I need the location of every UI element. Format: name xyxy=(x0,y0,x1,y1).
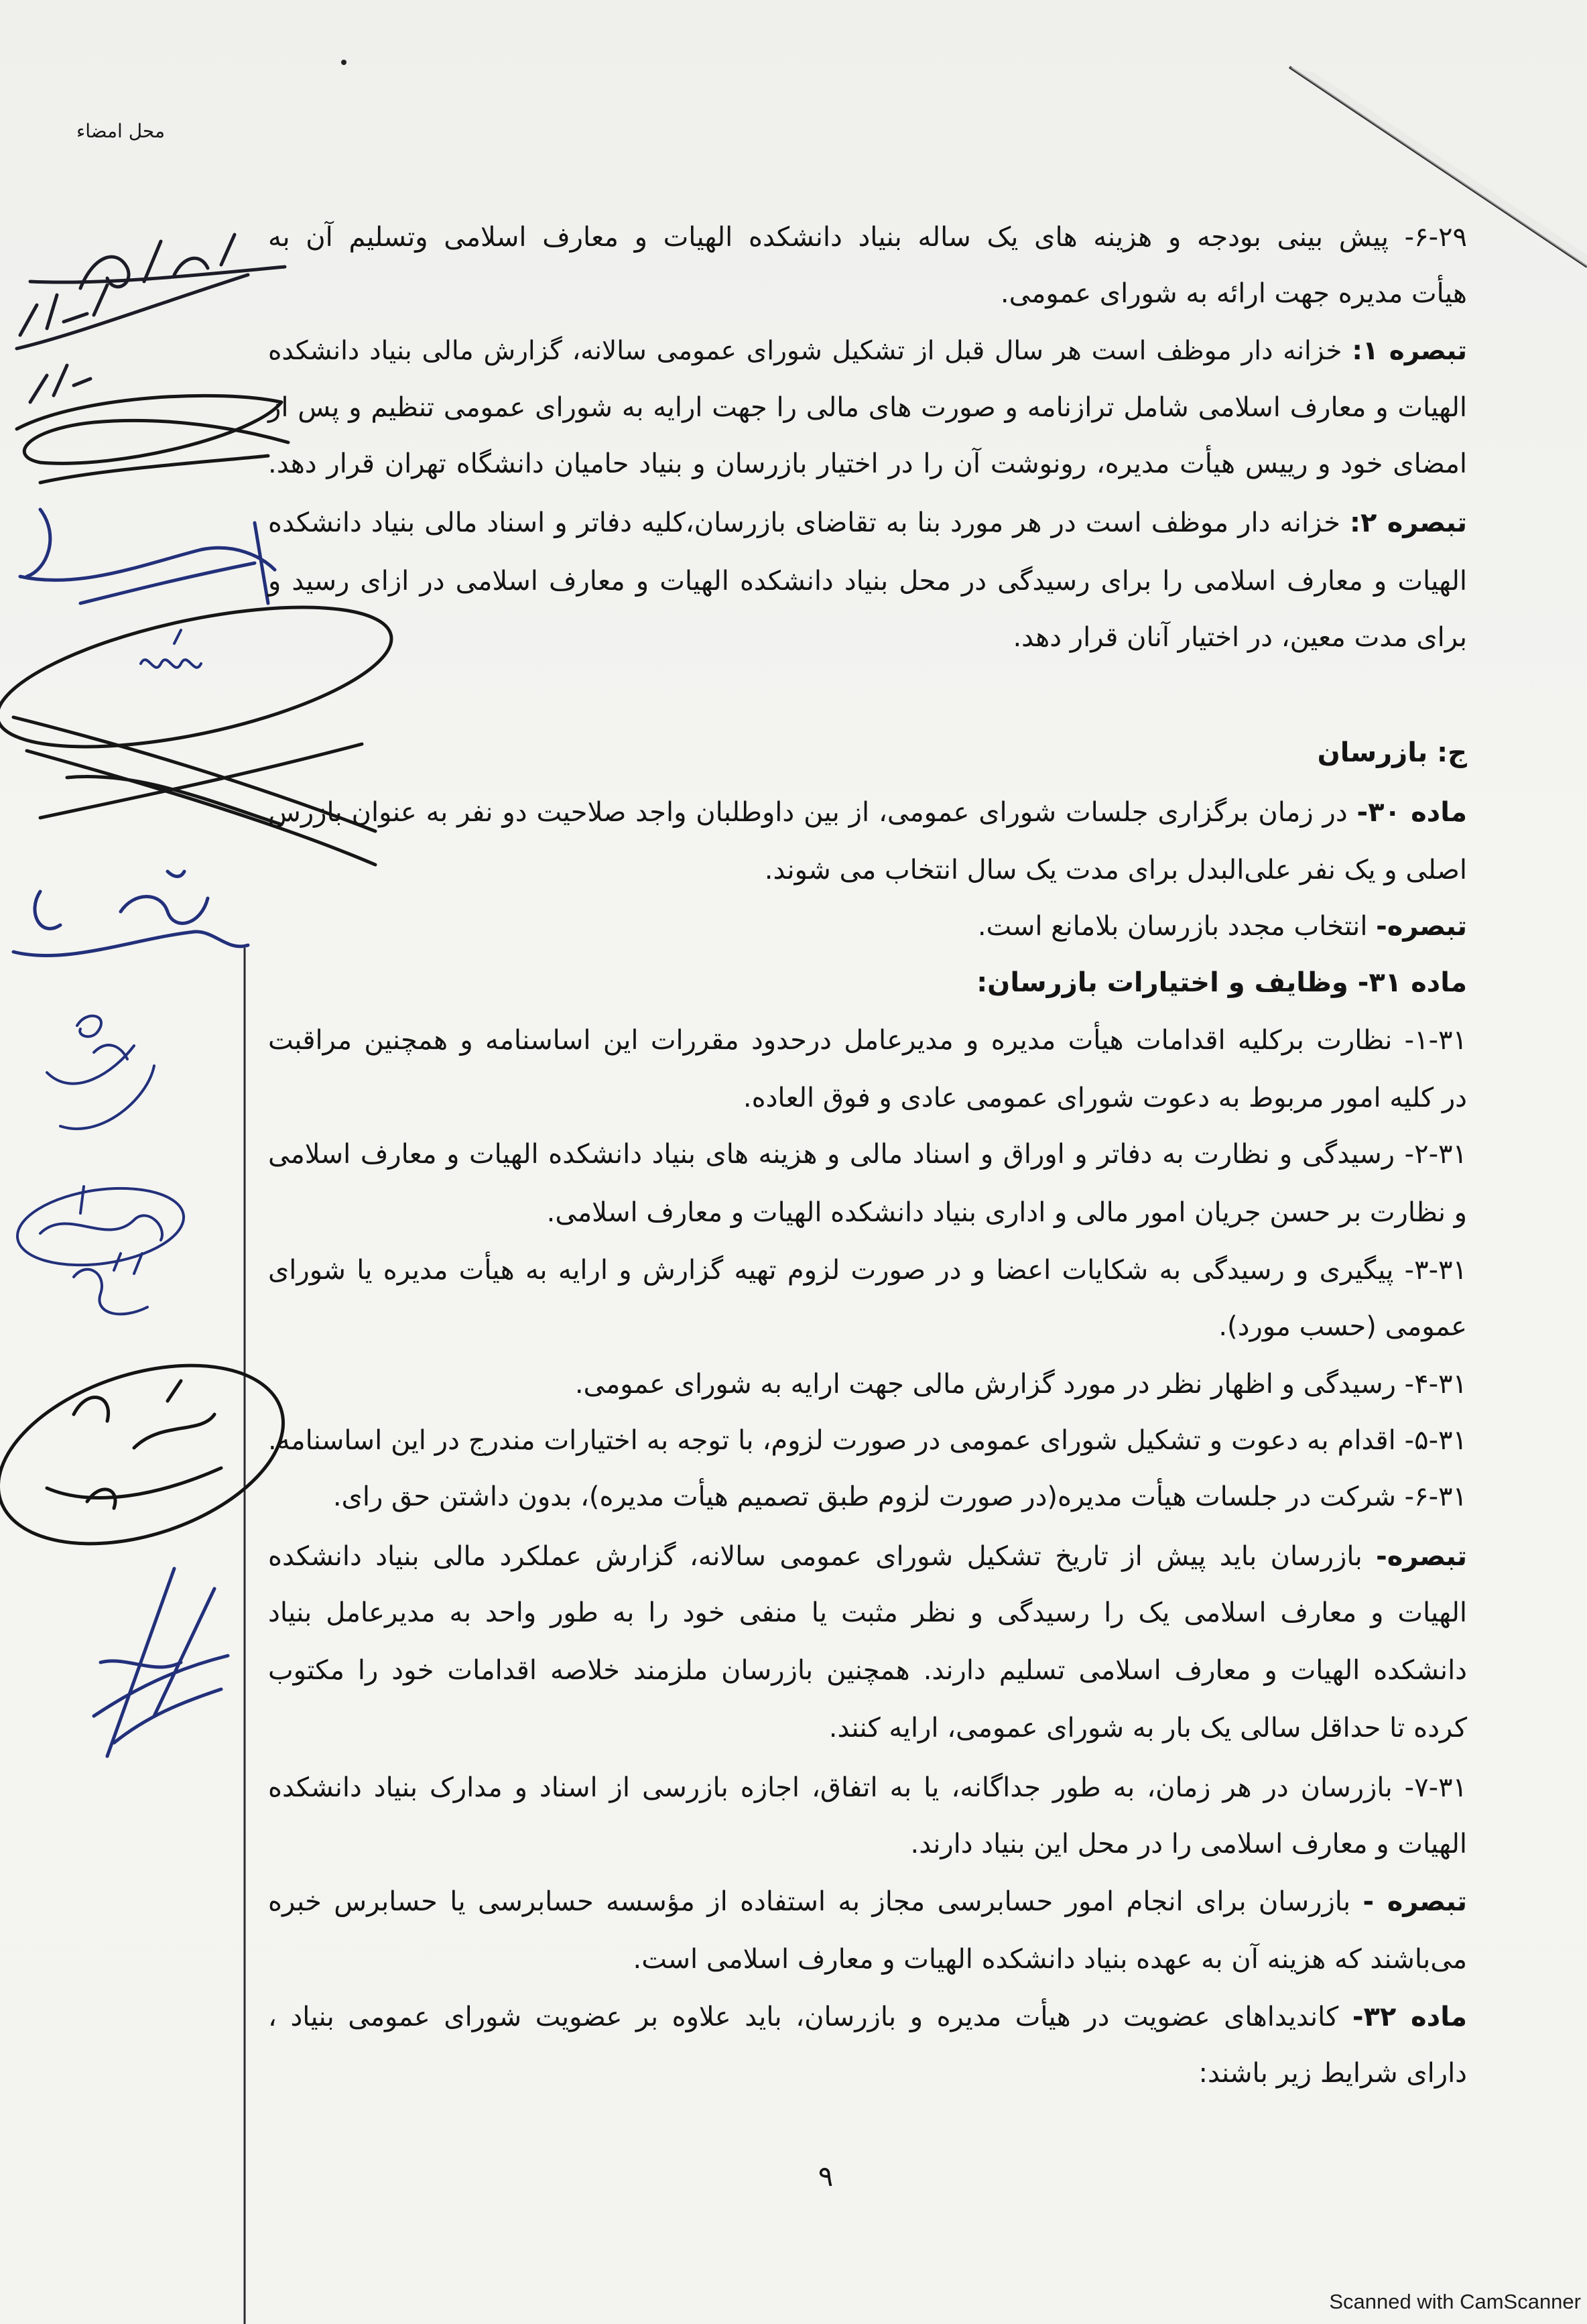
text-line xyxy=(268,1300,1467,1353)
line-text: برای مدت معین، در اختیار آنان قرار دهد. xyxy=(1013,622,1467,653)
line-text: ۶-۲۹- پیش بینی بودجه و هزینه های یک ساله بنیاد دانشکده الهیات و معارف اسلامی وتسلیم آن به xyxy=(268,222,1467,253)
line-text: دارای شرایط زیر باشند: xyxy=(1198,2058,1467,2089)
line-text: ۷-۳۱- بازرسان در هر زمان، به طور جداگانه، یا به اتفاق، اجازه بازرسی از اسناد و مدارک بنیاد دانشکده xyxy=(268,1772,1467,1803)
bold-label: تبصره- xyxy=(1376,1541,1467,1572)
bold-label: ج: بازرسان xyxy=(1317,737,1467,768)
line-text: الهیات و معارف اسلامی را برای رسیدگی در محل بنیاد دانشکده الهیات و معارف اسلامی در ازای رسید و xyxy=(268,566,1467,597)
text-line xyxy=(268,1127,1467,1181)
line-text: عمومی (حسب مورد). xyxy=(1218,1311,1467,1342)
text-line xyxy=(268,1933,1467,1986)
text-line xyxy=(268,381,1467,434)
text-line xyxy=(268,843,1467,897)
text-line xyxy=(268,1414,1467,1467)
scanner-watermark: Scanned with CamScanner xyxy=(1329,2290,1581,2313)
line-text: و نظارت بر حسن جریان امور مالی و اداری بنیاد دانشکده الهیات و معارف اسلامی. xyxy=(546,1197,1467,1228)
text-line xyxy=(268,1243,1467,1297)
line-text: خزانه دار موظف است در هر مورد بنا به تقاضای بازرسان،کلیه دفاتر و اسناد مالی بنیاد دانشکده xyxy=(268,507,1350,538)
line-text: بازرسان باید پیش از تاریخ تشکیل شورای عمومی سالانه، گزارش عملکرد مالی بنیاد دانشکده xyxy=(268,1541,1377,1572)
page-number: ۹ xyxy=(818,2160,834,2193)
bold-label: ماده ۳۱- وظایف و اختیارات بازرسان: xyxy=(976,967,1467,998)
text-line xyxy=(268,437,1467,491)
text-line xyxy=(268,1701,1467,1755)
text-line xyxy=(268,1990,1467,2044)
bold-label: تبصره ۱: xyxy=(1352,336,1468,366)
bold-label: تبصره - xyxy=(1362,1886,1468,1917)
text-line xyxy=(268,496,1467,550)
line-text: کاندیداهای عضویت در هیأت مدیره و بازرسان، باید علاوه بر عضویت شورای عمومی بنیاد ، xyxy=(268,2002,1352,2032)
line-text: در زمان برگزاری جلسات شورای عمومی، از بین داوطلبان واجد صلاحیت دو نفر به عنوان بازرس xyxy=(268,797,1357,828)
text-line xyxy=(268,1530,1467,1583)
bold-label: ماده ۳۰- xyxy=(1356,797,1467,828)
text-line xyxy=(268,2046,1467,2100)
text-line xyxy=(268,324,1467,378)
bold-label: تبصره- xyxy=(1376,911,1467,942)
text-line xyxy=(268,900,1467,953)
line-text: ۱-۳۱- نظارت برکلیه اقدامات هیأت مدیره و مدیرعامل درحدود مقررات این اساسنامه و همچنین مراقبت xyxy=(268,1025,1467,1056)
line-text: انتخاب مجدد بازرسان بلامانع است. xyxy=(977,911,1377,942)
text-line xyxy=(268,786,1467,839)
text-line xyxy=(268,1470,1467,1524)
text-line xyxy=(268,1644,1467,1697)
line-text: ۶-۳۱- شرکت در جلسات هیأت مدیره(در صورت لزوم طبق تصمیم هیأت مدیره)، بدون داشتن حق رای. xyxy=(332,1481,1467,1512)
line-text: کرده تا حداقل سالی یک بار به شورای عمومی، ارایه کنند. xyxy=(828,1713,1467,1744)
line-text: ۴-۳۱- رسیدگی و اظهار نظر در مورد گزارش مالی جهت ارایه به شورای عمومی. xyxy=(574,1369,1467,1400)
line-text: ۲-۳۱- رسیدگی و نظارت به دفاتر و اوراق و اسناد مالی و هزینه های بنیاد دانشکده الهیات و معارف اسلامی xyxy=(268,1139,1467,1170)
text-line xyxy=(268,210,1467,264)
line-text: ۳-۳۱- پیگیری و رسیدگی به شکایات اعضا و در صورت لزوم تهیه گزارش و ارایه به هیأت مدیره یا شورای xyxy=(268,1255,1467,1286)
bold-label: تبصره ۲: xyxy=(1350,507,1467,538)
signature-place-label: محل امضاء xyxy=(76,120,165,142)
text-line xyxy=(268,1071,1467,1125)
line-text: امضای خود و رییس هیأت مدیره، رونوشت آن را در اختیار بازرسان و بنیاد حامیان دانشگاه تهران قرار دهد. xyxy=(268,448,1467,479)
line-text: در کلیه امور مربوط به دعوت شورای عمومی عادی و فوق العاده. xyxy=(743,1083,1467,1113)
text-line xyxy=(268,1817,1467,1871)
section-heading xyxy=(268,726,1467,780)
bold-label: ماده ۳۲- xyxy=(1352,2002,1467,2032)
line-text: الهیات و معارف اسلامی یک را رسیدگی و نظر مثبت یا منفی خود را به طور واحد به مدیرعامل بنیاد xyxy=(268,1597,1467,1628)
text-line xyxy=(268,267,1467,320)
line-text: خزانه دار موظف است هر سال قبل از تشکیل شورای عمومی سالانه، گزارش مالی بنیاد دانشکده xyxy=(268,336,1352,366)
line-text: الهیات و معارف اسلامی را در محل این بنیاد دارند. xyxy=(910,1829,1467,1859)
text-line xyxy=(268,1014,1467,1067)
line-text: هیأت مدیره جهت ارائه به شورای عمومی. xyxy=(1000,278,1467,309)
article-heading xyxy=(268,956,1467,1010)
text-line xyxy=(268,1586,1467,1640)
line-text: اصلی و یک نفر علی‌البدل برای مدت یک سال انتخاب می شوند. xyxy=(764,855,1467,885)
line-text: دانشکده الهیات و معارف اسلامی تسلیم دارند. همچنین بازرسان ملزمند خلاصه اقدامات خود را مکتوب xyxy=(268,1655,1467,1686)
text-line xyxy=(268,1357,1467,1411)
text-line xyxy=(268,1186,1467,1239)
text-line xyxy=(268,1761,1467,1815)
line-text: الهیات و معارف اسلامی شامل ترازنامه و صورت های مالی را جهت ارایه به شورای عمومی تنظیم و پس از xyxy=(268,392,1467,423)
text-line xyxy=(268,611,1467,664)
text-line xyxy=(268,554,1467,608)
text-line xyxy=(268,1875,1467,1929)
line-text: می‌باشند که هزینه آن به عهده بنیاد دانشکده الهیات و معارف اسلامی است. xyxy=(633,1944,1467,1975)
line-text: بازرسان برای انجام امور حسابرسی مجاز به استفاده از مؤسسه حسابرسی یا حسابرس خبره xyxy=(268,1886,1363,1917)
line-text: ۵-۳۱- اقدام به دعوت و تشکیل شورای عمومی در صورت لزوم، با توجه به اختیارات مندرج در این اساسنامه. xyxy=(268,1425,1467,1456)
